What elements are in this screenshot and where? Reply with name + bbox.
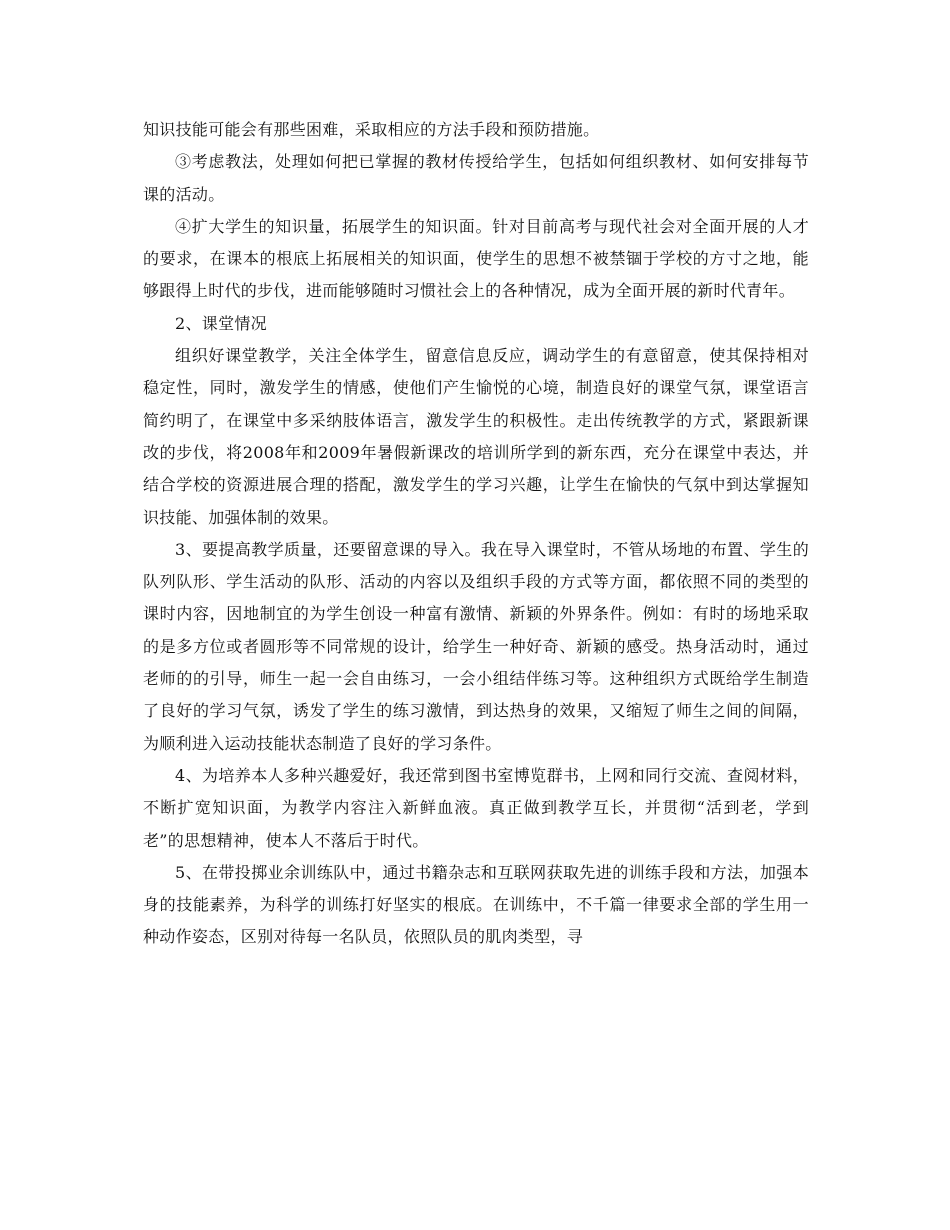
section-heading-classroom: 2、课堂情况: [175, 313, 267, 333]
paragraph-classroom-organization: 组织好课堂教学，关注全体学生，留意信息反应，调动学生的有意留意，使其保持相对稳定性，同时，激发学生的情感，使他们产生愉悦的心境，制造良好的课堂气氛，课堂语言简约明了，在课堂中多采纳肢体语言，激发学生的积极性。走出传统教学的方式，紧跟新课改的步伐，将2008年和2009年暑假新课改的培训所学到的新东西，充分在课堂中表达，并结合学校的资源进展合理的搭配，激发学生的学习兴趣，让学生在愉快的气氛中到达掌握知识技能、加强体制的效果。: [143, 346, 809, 527]
paragraph-teaching-method: ③考虑教法，处理如何把已掌握的教材传授给学生，包括如何组织教材、如何安排每节课的活动。: [143, 152, 809, 204]
paragraph-lesson-introduction: 3、要提高教学质量，还要留意课的导入。我在导入课堂时，不管从场地的布置、学生的队列队形、学生活动的队形、活动的内容以及组织手段的方式等方面，都依照不同的类型的课时内容，因地制宜的为学生创设一种富有激情、新颖的外界条件。例如：有时的场地采取的是多方位或者圆形等不同常规的设计，给学生一种好奇、新颖的感受。热身活动时，通过老师的的引导，师生一起一会自由练习，一会小组结伴练习等。这种组织方式既给学生制造了良好的学习气氛，诱发了学生的练习激情，到达热身的效果，又缩短了师生之间的间隔，为顺利进入运动技能状态制造了良好的学习条件。: [143, 539, 809, 753]
paragraph-throwing-training: 5、在带投掷业余训练队中，通过书籍杂志和互联网获取先进的训练手段和方法，加强本身的技能素养，为科学的训练打好坚实的根底。在训练中，不千篇一律要求全部的学生用一种动作姿态，区别对待每一名队员，依照队员的肌肉类型，寻: [143, 862, 809, 947]
document-page: [143, 114, 809, 954]
paragraph-continuation: 知识技能可能会有那些困难，采取相应的方法手段和预防措施。: [143, 120, 600, 139]
paragraph-self-development: 4、为培养本人多种兴趣爱好，我还常到图书室博览群书，上网和同行交流、查阅材料，不断扩宽知识面，为教学内容注入新鲜血液。真正做到教学互长，并贯彻“活到老，学到老”的思想精神，使本人不落后于时代。: [143, 765, 809, 850]
paragraph-expand-knowledge: ④扩大学生的知识量，拓展学生的知识面。针对目前高考与现代社会对全面开展的人才的要求，在课本的根底上拓展相关的知识面，使学生的思想不被禁锢于学校的方寸之地，能够跟得上时代的步伐，进而能够随时习惯社会上的各种情况，成为全面开展的新时代青年。: [143, 216, 809, 301]
